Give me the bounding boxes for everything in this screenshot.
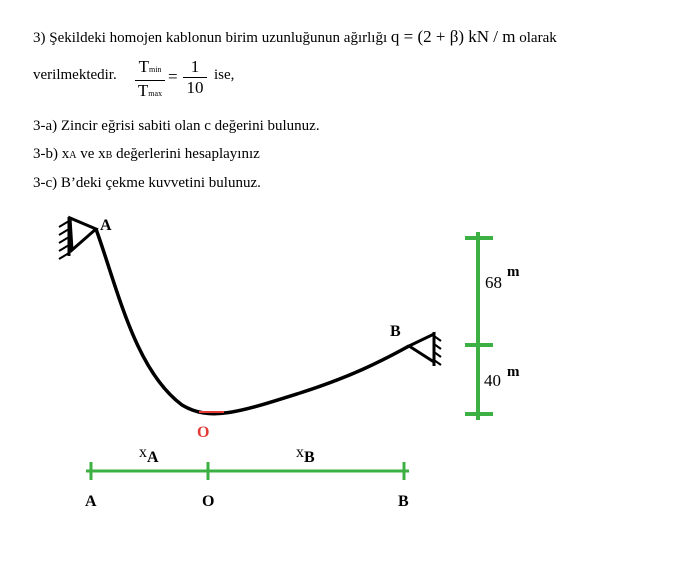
point-b-label: B <box>390 323 401 340</box>
ise-text: ise, <box>214 67 235 83</box>
value-denominator: 10 <box>186 78 204 97</box>
axis-b-label: B <box>398 493 409 510</box>
dim-lower-unit: m <box>507 364 520 380</box>
tension-ratio-numerator: Tmin <box>138 57 162 76</box>
support-b-icon <box>409 332 441 366</box>
question-b: 3-b) xA ve xB değerlerini hesaplayınız <box>33 146 260 162</box>
value-numerator: 1 <box>190 57 200 76</box>
dim-lower-value: 40 <box>484 371 501 390</box>
cable-curve <box>96 229 409 414</box>
problem-intro-end: olarak <box>519 30 557 46</box>
tension-ratio-denominator: Tmax <box>137 81 163 100</box>
point-o-label: O <box>197 424 210 441</box>
dim-upper-unit: m <box>507 264 520 280</box>
horizontal-dimension <box>86 462 409 480</box>
point-a-label: A <box>100 217 112 234</box>
axis-a-label: A <box>85 493 97 510</box>
support-a-icon <box>59 217 96 259</box>
xa-label: xA <box>139 444 159 466</box>
question-a: 3-a) Zincir eğrisi sabiti olan c değerini bulunuz. <box>33 118 320 134</box>
xb-label: xB <box>296 444 315 466</box>
problem-intro: Şekildeki homojen kablonun birim uzunluğunun ağırlığı <box>49 30 388 46</box>
vertical-dimension <box>465 232 493 420</box>
dim-upper-value: 68 <box>485 273 502 292</box>
axis-o-label: O <box>202 493 215 510</box>
weight-formula: q = (2 + β) kN / m <box>390 27 516 46</box>
given-label: verilmektedir. <box>33 67 117 83</box>
problem-number: 3) <box>33 30 46 46</box>
question-c: 3-c) B’deki çekme kuvvetini bulunuz. <box>33 175 261 191</box>
equals-sign: = <box>168 67 178 86</box>
